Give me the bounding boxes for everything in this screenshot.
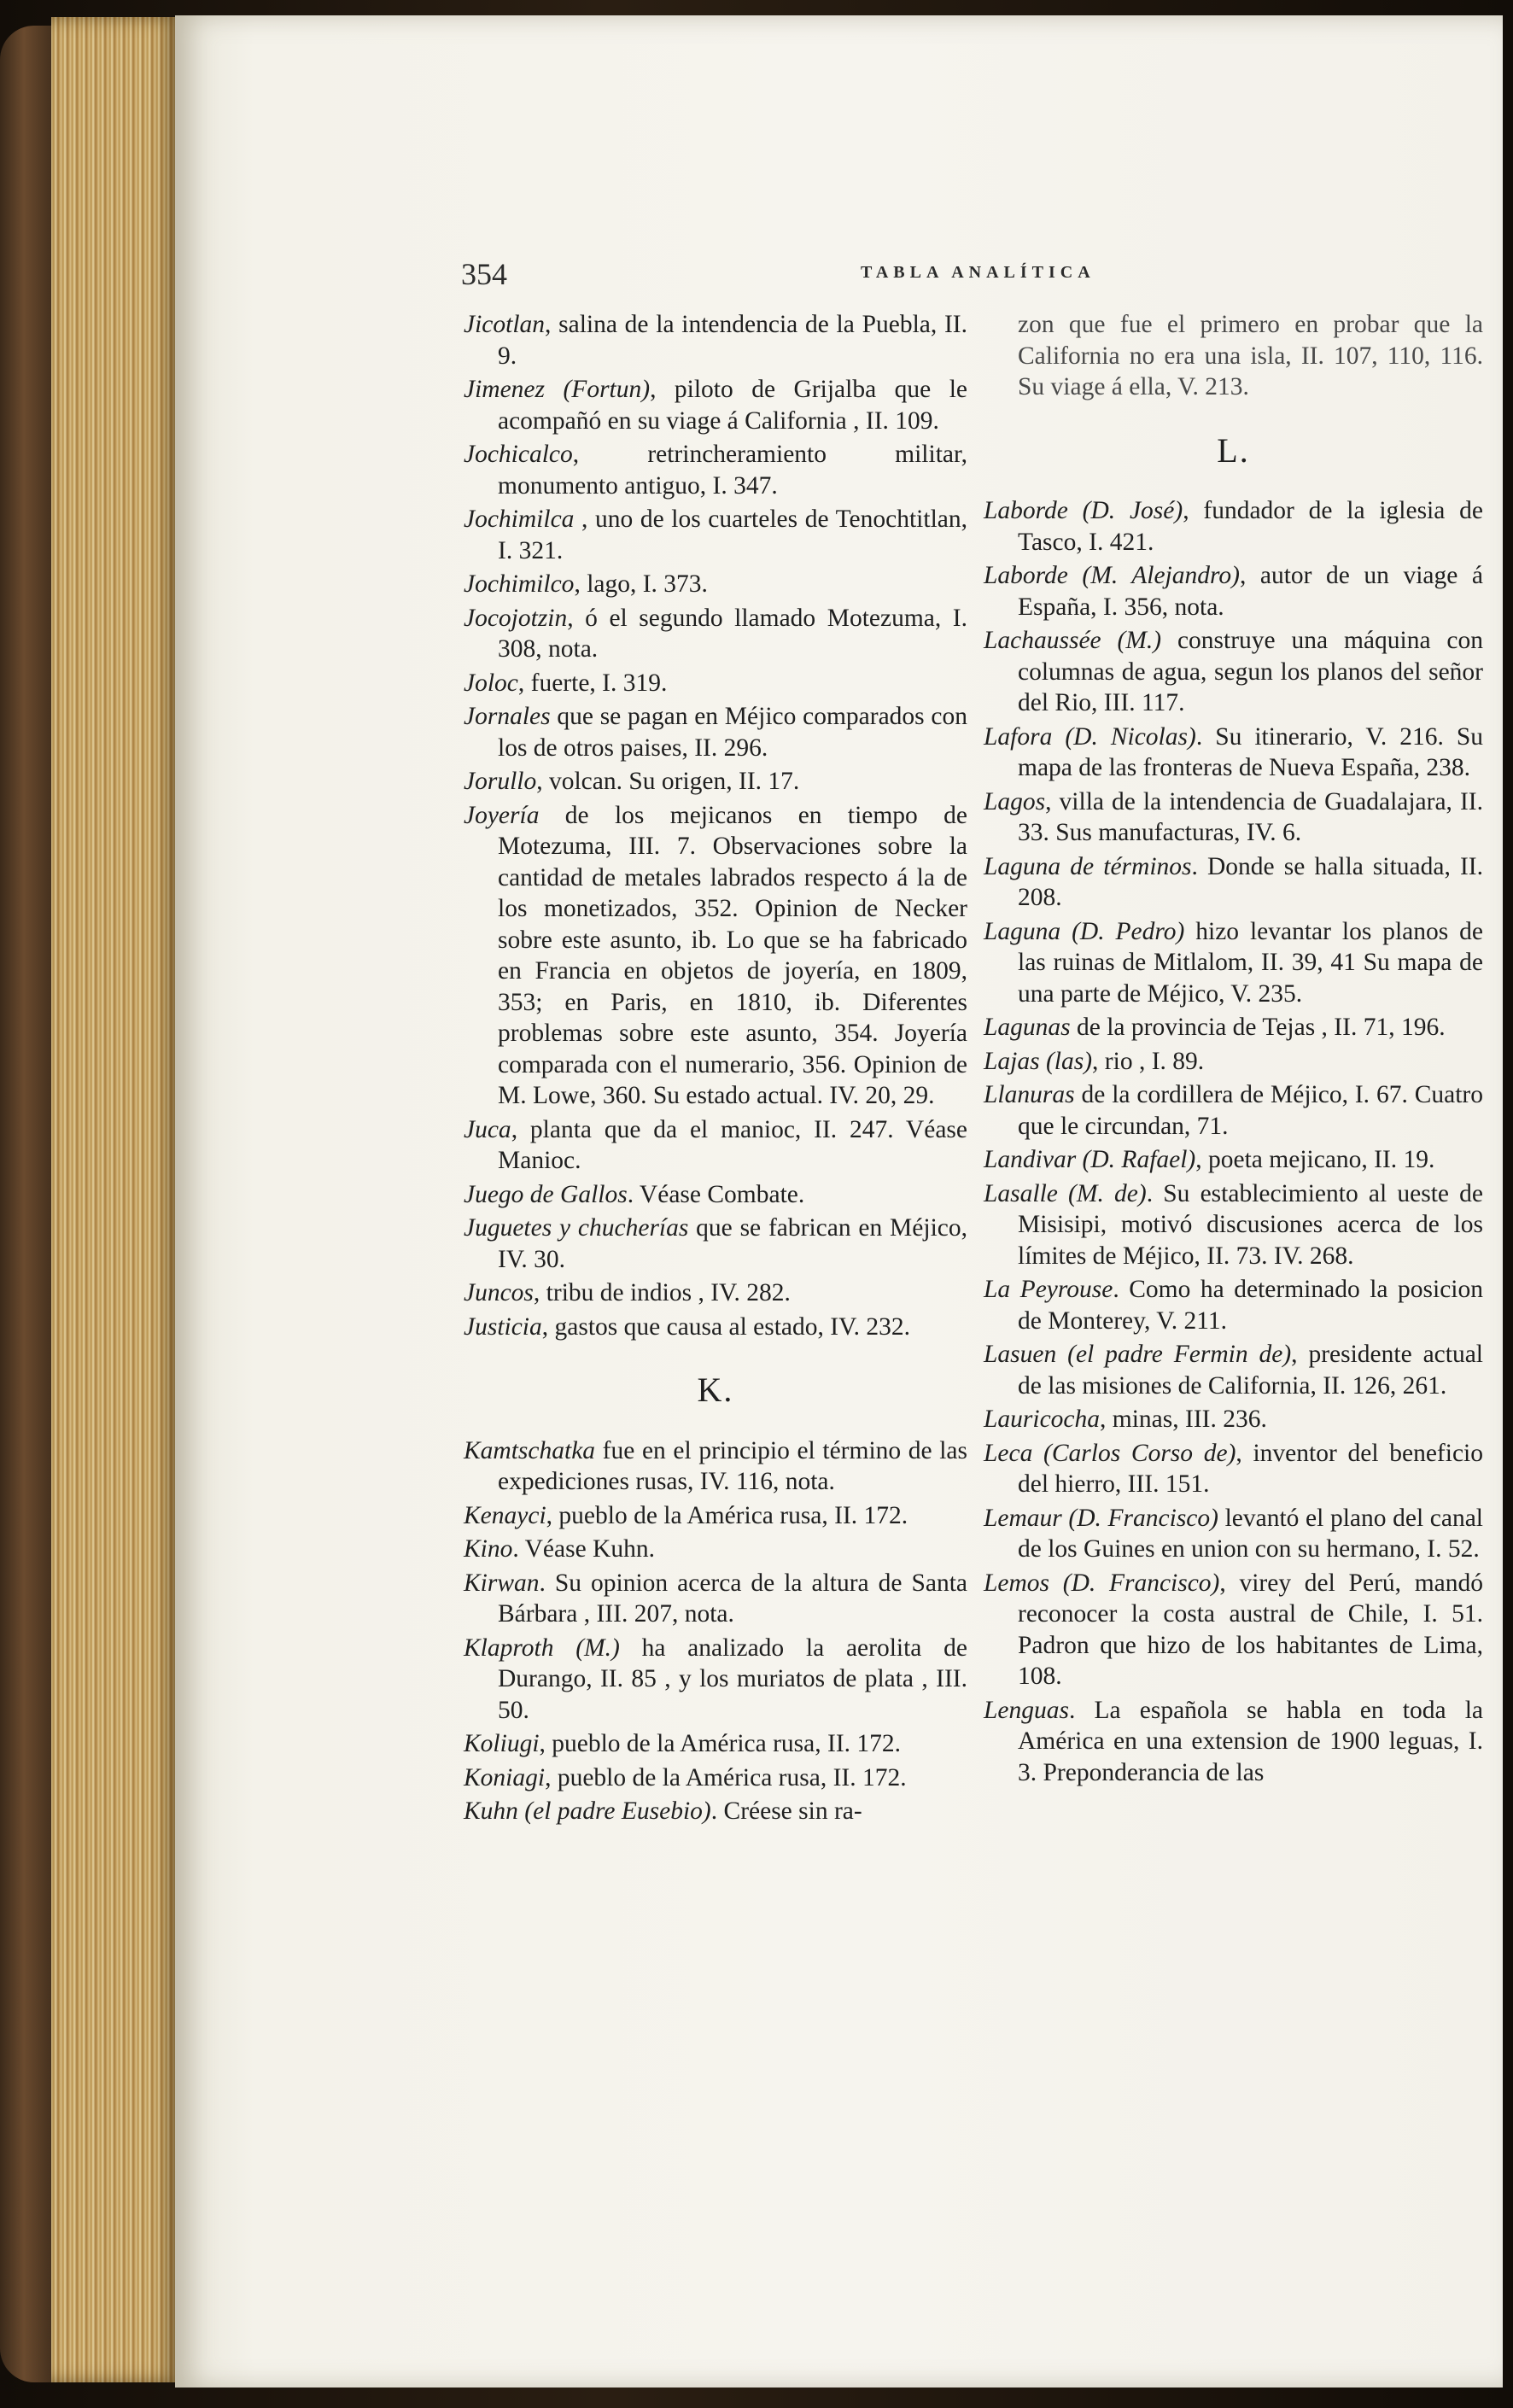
entry-text: , salina de la intendencia de la Puebla, II. 9. (498, 311, 967, 370)
entry-text: fue en el principio el término de las expediciones rusas, IV. 116, nota. (498, 1436, 967, 1495)
entry-term: Laborde (M. Alejandro) (984, 562, 1240, 589)
entry-term: Laguna de términos (984, 852, 1192, 880)
entry-term: Lajas (las) (984, 1047, 1093, 1075)
section-letter-k: K. (697, 1371, 734, 1409)
index-entry (464, 1633, 967, 1727)
entry-term: Jochimilco (464, 570, 575, 598)
index-entry (984, 851, 1483, 914)
index-entry (984, 1274, 1483, 1336)
index-entry (464, 701, 967, 763)
entry-term: Jicotlan (464, 311, 546, 338)
index-entry (464, 766, 967, 798)
index-entry (464, 1179, 967, 1211)
entry-text: , planta que da el manioc, II. 247. Véase Manioc. (498, 1115, 967, 1174)
index-entry (984, 916, 1483, 1010)
index-entry (984, 1568, 1483, 1692)
entry-text: . Su opinion acerca de la altura de Santa Bárbara , III. 207, nota. (498, 1569, 967, 1628)
entry-term: Jornales (464, 703, 551, 730)
entry-text: . Su itinerario, V. 216. Su mapa de las fronteras de Nueva España, 238. (1018, 722, 1483, 781)
index-entry (464, 504, 967, 566)
entry-term: Llanuras (984, 1081, 1075, 1108)
entry-term: Juncos (464, 1279, 534, 1306)
index-entry (464, 1568, 967, 1630)
entry-text: . Donde se halla situada, II. 208. (1018, 852, 1483, 911)
entry-text: , villa de la intendencia de Guadalajara, II. 33. Sus manufacturas, IV. 6. (1018, 787, 1483, 846)
page-number: 354 (461, 257, 507, 291)
entry-term: Jochicalco (464, 441, 573, 468)
entry-term: Lauricocha (984, 1406, 1101, 1433)
entry-text: , rio , I. 89. (1092, 1047, 1205, 1075)
entry-text: construye una máquina con columnas de agua, segun los planos del señor del Rio, III. 117. (1018, 627, 1483, 716)
entry-text: . Como ha determinado la posicion de Monterey, V. 211. (1018, 1276, 1483, 1335)
index-entry (464, 1728, 967, 1760)
entry-term: Kamtschatka (464, 1436, 596, 1464)
entry-text: , lago, I. 373. (574, 570, 708, 598)
right-column (984, 309, 1483, 1791)
entry-text: , gastos que causa al estado, IV. 232. (541, 1312, 910, 1341)
entry-term: Klaproth (M.) (464, 1634, 620, 1662)
entry-term: Lachaussée (M.) (984, 627, 1162, 654)
entry-text: que se fabrican en Méjico, IV. 30. (498, 1214, 967, 1273)
index-entry (464, 1114, 967, 1177)
index-entry (464, 439, 967, 501)
index-entry (464, 1312, 967, 1343)
entry-term: Joloc (464, 669, 518, 697)
left-column (464, 309, 967, 1830)
entry-text: . Créese sin ra- (710, 1797, 862, 1825)
index-entry (984, 1438, 1483, 1500)
index-entry (984, 1503, 1483, 1565)
entry-text: que se pagan en Méjico comparados con los de otros paises, II. 296. (498, 703, 967, 762)
index-entry (984, 1012, 1483, 1043)
index-entry (464, 800, 967, 1112)
entry-term: Juego de Gallos (464, 1180, 628, 1208)
index-entry (984, 560, 1483, 622)
index-entry (464, 309, 967, 371)
entry-term: Justicia (464, 1312, 542, 1341)
index-entry (984, 722, 1483, 784)
gilt-page-edges (51, 17, 179, 2382)
entry-text: , poeta mejicano, II. 19. (1195, 1146, 1435, 1173)
entry-term: Lasuen (el padre Fermin de) (984, 1341, 1292, 1368)
entry-text: de la provincia de Tejas , II. 71, 196. (1070, 1014, 1446, 1041)
index-entry (464, 569, 967, 600)
running-head (461, 256, 1503, 290)
entry-text: , piloto de Grijalba que le acompañó en su viage á California , II. 109. (498, 376, 968, 435)
entry-term: Lagunas (984, 1014, 1071, 1041)
entry-text: hizo levantar los planos de las ruinas de Mitlalom, II. 39, 41 Su mapa de una parte de Méjico, V. 235. (1018, 917, 1484, 1008)
entry-text: , volcan. Su origen, II. 17. (536, 768, 800, 795)
entry-term: Lasalle (M. de) (984, 1179, 1147, 1207)
index-entry (984, 1339, 1483, 1401)
entry-term: Jimenez (Fortun) (464, 376, 651, 403)
index-entry (984, 1178, 1483, 1272)
index-entry (464, 1796, 967, 1827)
section-letter-l: L. (1217, 430, 1250, 470)
entry-text: de la cordillera de Méjico, I. 67. Cuatro que le circundan, 71. (1018, 1081, 1483, 1140)
index-entry (464, 1534, 967, 1565)
entry-text: , pueblo de la América rusa, II. 172. (539, 1730, 902, 1757)
entry-text: , virey del Perú, mandó reconocer la costa austral de Chile, I. 51. Padron que hizo de los habitantes de Lima, 108. (1018, 1569, 1483, 1690)
entry-term: Koniagi (464, 1763, 546, 1791)
index-entry (984, 786, 1483, 849)
entry-term: Kirwan (464, 1569, 540, 1597)
entry-text: , presidente actual de las misiones de California, II. 126, 261. (1018, 1341, 1483, 1400)
entry-text: , fundador de la iglesia de Tasco, I. 421. (1018, 497, 1483, 556)
entry-term: Joyería (464, 801, 540, 829)
entry-text: ha analizado la aerolita de Durango, II. 85 , y los muriatos de plata , III. 50. (498, 1634, 967, 1724)
continued-entry: zon que fue el primero en probar que la California no era una isla, II. 107, 110, 116. Su viage á ella, V. 213. (1018, 311, 1483, 400)
entry-term: Kino (464, 1535, 513, 1563)
page-header-title: TABLA ANALÍTICA (861, 263, 1095, 282)
entry-term: Landivar (D. Rafael) (984, 1146, 1196, 1173)
index-entry (464, 668, 967, 699)
entry-term: Kuhn (el padre Eusebio) (464, 1797, 711, 1825)
entry-text: , autor de un viage á España, I. 356, nota. (1018, 562, 1484, 621)
entry-term: Lagos (984, 787, 1046, 815)
entry-text: , fuerte, I. 319. (517, 669, 668, 697)
index-entry (984, 1144, 1483, 1176)
entry-term: Juca (464, 1115, 511, 1143)
index-entry (464, 1277, 967, 1309)
entry-term: Juguetes y chucherías (464, 1214, 689, 1242)
index-entry (464, 603, 967, 665)
index-entry (464, 1762, 967, 1794)
entry-term: Lemaur (D. Francisco) (984, 1504, 1218, 1532)
entry-text: . Véase Kuhn. (512, 1535, 655, 1563)
entry-text: , ó el segundo llamado Motezuma, I. 308, nota. (498, 604, 967, 663)
entry-term: Laborde (D. José) (984, 497, 1183, 524)
entry-text: , tribu de indios , IV. 282. (533, 1279, 791, 1306)
entry-term: Laguna (D. Pedro) (984, 917, 1185, 945)
index-entry (984, 1046, 1483, 1078)
entry-term: Jochimilca (464, 506, 575, 533)
entry-term: Jocojotzin (464, 604, 568, 632)
index-entry (984, 1079, 1483, 1142)
index-entry (984, 625, 1483, 719)
entry-term: Lafora (D. Nicolas) (984, 722, 1196, 751)
index-entry (464, 1500, 967, 1532)
entry-text: levantó el plano del canal de los Guines en union con su hermano, I. 52. (1018, 1504, 1483, 1563)
index-entry (464, 1435, 967, 1498)
entry-term: La Peyrouse (984, 1276, 1113, 1303)
entry-text: . La española se habla en toda la América en una extension de 1900 leguas, I. 3. Preponderancia de las (1018, 1696, 1483, 1786)
entry-term: Lemos (D. Francisco) (984, 1569, 1220, 1597)
entry-term: Kenayci (464, 1501, 546, 1529)
entry-text: , retrincheramiento militar, monumento antiguo, I. 347. (498, 441, 967, 500)
entry-text: , uno de los cuarteles de Tenochtitlan, I. 321. (498, 506, 967, 564)
entry-text: . Véase Combate. (627, 1180, 805, 1208)
index-entry (464, 374, 967, 436)
entry-text: de los mejicanos en tiempo de Motezuma, III. 7. Observaciones sobre la cantidad de metales labrados respecto á la de los monetizados, 352. Opinion de Necker sobre este asunto, ib. Lo que se ha fabricado en Francia en objetos de joyería, en 1809, 353; en Paris, en 1810, ib. Diferentes problemas sobre este asunto, 354. Joyería comparada con el numerario, 356. Opinion de M. Lowe, 360. Su estado actual. IV. 20, 29. (498, 801, 967, 1109)
entry-text: , pueblo de la América rusa, II. 172. (545, 1763, 907, 1791)
entry-text: , minas, III. 236. (1100, 1406, 1267, 1433)
entry-text: . Su establecimiento al ueste de Misisipi, motivó discusiones acerca de los límites de Méjico, II. 73. IV. 268. (1018, 1179, 1484, 1270)
entry-text: , pueblo de la América rusa, II. 172. (546, 1501, 908, 1529)
entry-text: , inventor del beneficio del hierro, III. 151. (1018, 1439, 1483, 1498)
entry-term: Lenguas (984, 1696, 1069, 1724)
entry-term: Koliugi (464, 1730, 540, 1757)
index-entry (984, 1404, 1483, 1435)
entry-term: Leca (Carlos Corso de) (984, 1439, 1236, 1467)
entry-term: Jorullo (464, 768, 537, 795)
index-entry (984, 495, 1483, 558)
index-entry (984, 1695, 1483, 1789)
index-entry (464, 1213, 967, 1275)
